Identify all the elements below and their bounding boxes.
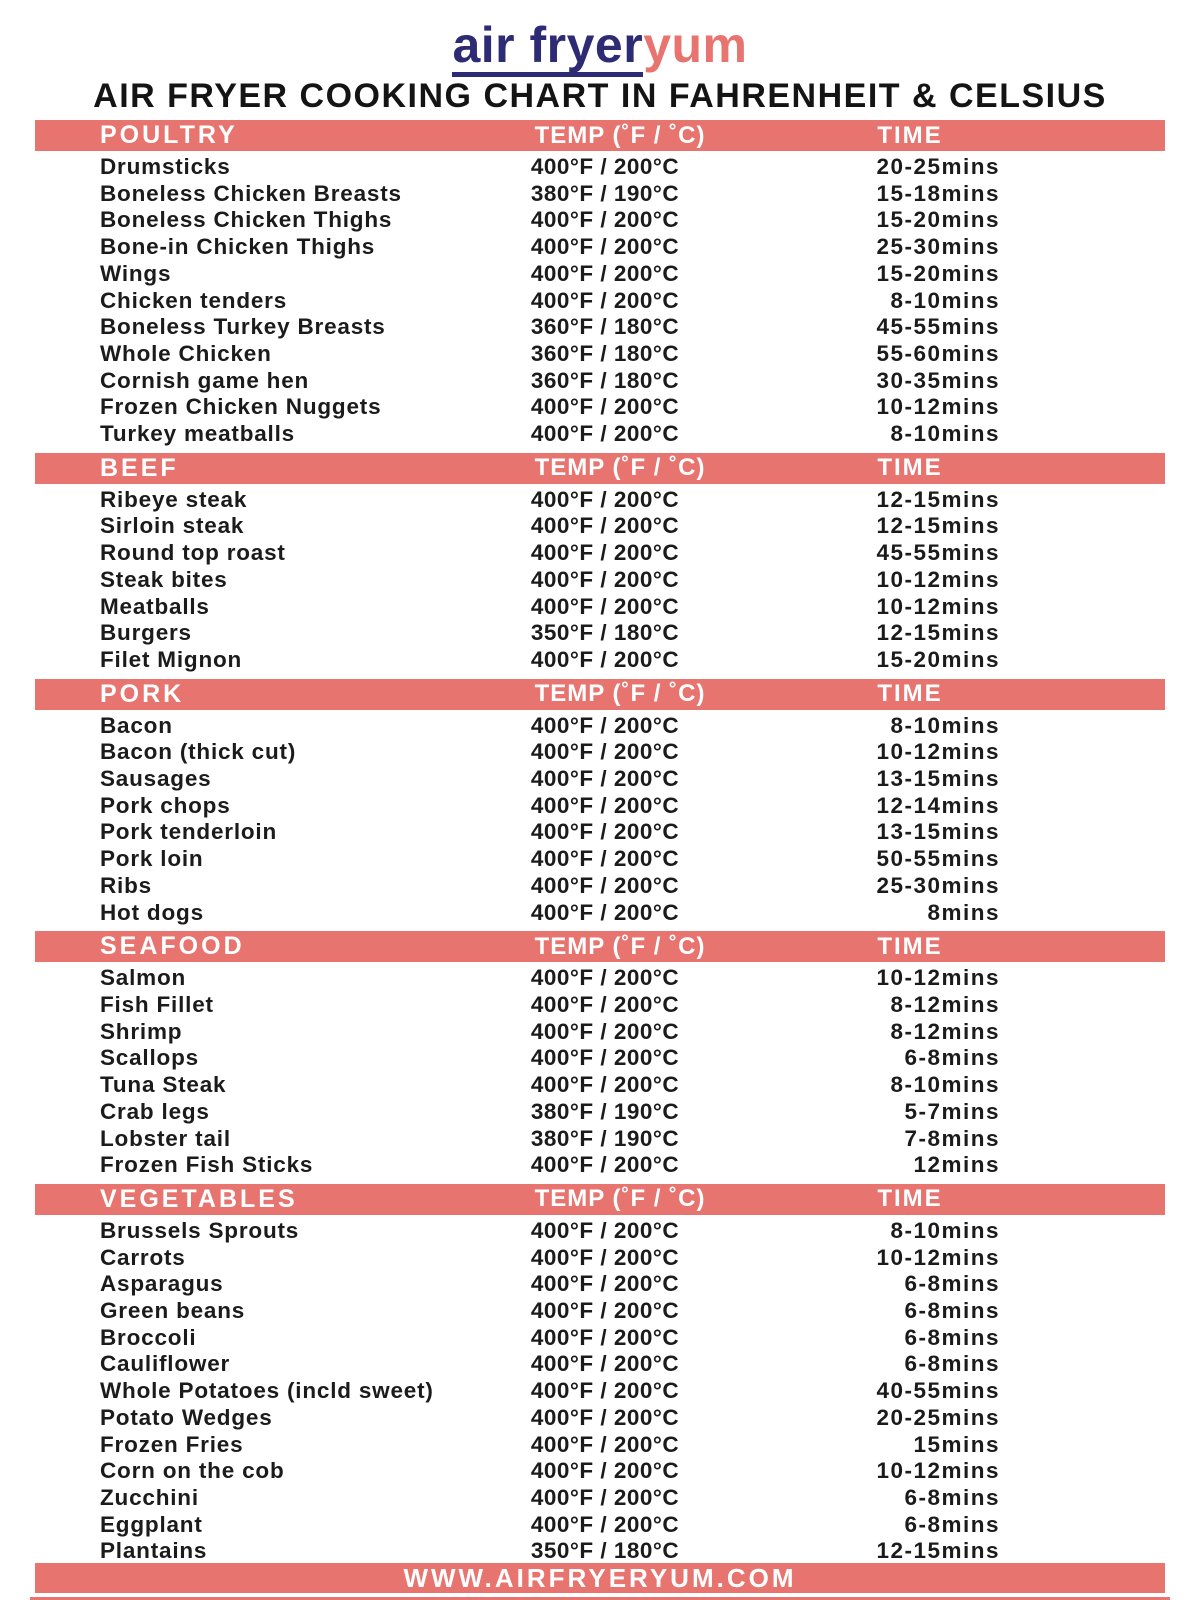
food-name-cell: Corn on the cob <box>100 1458 285 1484</box>
temperature-cell: 400°F / 200°C <box>530 712 680 738</box>
column-header-time: TIME <box>877 932 943 960</box>
food-name-cell: Frozen Fish Sticks <box>100 1152 314 1178</box>
table-row <box>100 368 1000 395</box>
section-title: POULTRY <box>100 121 238 149</box>
table-row <box>100 1298 1000 1325</box>
time-cell: 7-8mins <box>904 1125 1000 1151</box>
table-row <box>100 1271 1000 1298</box>
temperature-cell: 400°F / 200°C <box>530 792 680 818</box>
time-cell: 15mins <box>913 1431 1000 1457</box>
food-name-cell: Zucchini <box>100 1484 199 1510</box>
column-header-time: TIME <box>877 454 943 482</box>
table-row <box>100 314 1000 341</box>
table-row <box>100 992 1000 1019</box>
section-rows <box>0 487 1200 674</box>
temperature-cell: 400°F / 200°C <box>530 991 680 1017</box>
cooking-table <box>0 120 1200 1565</box>
time-cell: 8-10mins <box>890 1072 1000 1098</box>
table-row <box>100 1378 1000 1405</box>
temperature-cell: 400°F / 200°C <box>530 1324 680 1350</box>
temperature-cell: 400°F / 200°C <box>530 1484 680 1510</box>
table-row <box>100 288 1000 315</box>
column-header-time: TIME <box>877 121 943 149</box>
time-cell: 10-12mins <box>876 739 1000 765</box>
section-title: VEGETABLES <box>100 1184 298 1213</box>
food-name-cell: Crab legs <box>100 1098 210 1124</box>
time-cell: 6-8mins <box>904 1298 1000 1324</box>
section-rows <box>0 154 1200 448</box>
section-header-bar <box>35 679 1165 710</box>
temperature-cell: 360°F / 180°C <box>530 314 680 340</box>
table-row <box>100 421 1000 448</box>
time-cell: 13-15mins <box>876 819 1000 845</box>
table-row <box>100 1099 1000 1126</box>
food-name-cell: Broccoli <box>100 1324 197 1350</box>
temperature-cell: 400°F / 200°C <box>530 154 680 179</box>
time-cell: 45-55mins <box>876 314 1000 340</box>
food-name-cell: Chicken tenders <box>100 287 288 313</box>
food-name-cell: Boneless Chicken Thighs <box>100 207 393 233</box>
temperature-cell: 360°F / 180°C <box>530 367 680 393</box>
temperature-cell: 400°F / 200°C <box>530 1404 680 1430</box>
column-header-time: TIME <box>877 680 943 708</box>
temperature-cell: 380°F / 190°C <box>530 1125 680 1151</box>
table-row <box>100 1019 1000 1046</box>
food-name-cell: Pork chops <box>100 792 231 818</box>
table-row <box>100 1458 1000 1485</box>
time-cell: 55-60mins <box>876 340 1000 366</box>
time-cell: 6-8mins <box>904 1484 1000 1510</box>
logo-text-primary: air fryer <box>452 20 643 77</box>
temperature-cell: 400°F / 200°C <box>530 1217 680 1243</box>
time-cell: 10-12mins <box>876 593 1000 619</box>
time-cell: 12-14mins <box>876 792 1000 818</box>
column-header-temp: TEMP (˚F / ˚C) <box>534 932 706 960</box>
food-name-cell: Whole Potatoes (incld sweet) <box>100 1378 434 1404</box>
food-name-cell: Hot dogs <box>100 899 204 925</box>
food-name-cell: Plantains <box>100 1538 208 1564</box>
temperature-cell: 400°F / 200°C <box>530 513 680 539</box>
temperature-cell: 400°F / 200°C <box>530 207 680 233</box>
time-cell: 8-10mins <box>890 421 1000 447</box>
section-title: SEAFOOD <box>100 932 245 961</box>
table-row <box>100 1538 1000 1565</box>
temperature-cell: 380°F / 190°C <box>530 1098 680 1124</box>
food-name-cell: Bacon <box>100 712 173 738</box>
food-name-cell: Potato Wedges <box>100 1404 273 1430</box>
section-header-bar <box>35 931 1165 962</box>
time-cell: 15-20mins <box>876 260 1000 286</box>
page-title: AIR FRYER COOKING CHART IN FAHRENHEIT & CELSIUS <box>93 77 1107 115</box>
temperature-cell: 400°F / 200°C <box>530 394 680 420</box>
time-cell: 30-35mins <box>876 367 1000 393</box>
table-row <box>100 1218 1000 1245</box>
time-cell: 8-10mins <box>890 1217 1000 1243</box>
section-header-bar <box>35 453 1165 484</box>
temperature-cell: 400°F / 200°C <box>530 1511 680 1537</box>
time-cell: 20-25mins <box>876 154 1000 179</box>
time-cell: 8-10mins <box>890 287 1000 313</box>
table-row <box>100 965 1000 992</box>
temperature-cell: 400°F / 200°C <box>530 1378 680 1404</box>
table-row <box>100 846 1000 873</box>
table-row <box>100 1072 1000 1099</box>
time-cell: 8-12mins <box>890 991 1000 1017</box>
temperature-cell: 400°F / 200°C <box>530 1018 680 1044</box>
food-name-cell: Frozen Chicken Nuggets <box>100 394 382 420</box>
table-row <box>100 819 1000 846</box>
table-row <box>100 207 1000 234</box>
food-name-cell: Bone-in Chicken Thighs <box>100 234 376 260</box>
food-name-cell: Frozen Fries <box>100 1431 244 1457</box>
time-cell: 10-12mins <box>876 1244 1000 1270</box>
time-cell: 45-55mins <box>876 540 1000 566</box>
temperature-cell: 400°F / 200°C <box>530 646 680 672</box>
table-row <box>100 1405 1000 1432</box>
food-name-cell: Bacon (thick cut) <box>100 739 297 765</box>
section-title: PORK <box>100 679 185 708</box>
food-name-cell: Turkey meatballs <box>100 421 295 447</box>
page-header <box>0 0 1200 115</box>
temperature-cell: 360°F / 180°C <box>530 340 680 366</box>
food-name-cell: Meatballs <box>100 593 210 619</box>
table-row <box>100 567 1000 594</box>
table-row <box>100 1245 1000 1272</box>
table-row <box>100 713 1000 740</box>
temperature-cell: 400°F / 200°C <box>530 540 680 566</box>
time-cell: 6-8mins <box>904 1045 1000 1071</box>
food-name-cell: Pork loin <box>100 846 204 872</box>
time-cell: 10-12mins <box>876 566 1000 592</box>
time-cell: 6-8mins <box>904 1351 1000 1377</box>
table-row <box>100 1432 1000 1459</box>
temperature-cell: 400°F / 200°C <box>530 1458 680 1484</box>
table-row <box>100 394 1000 421</box>
time-cell: 15-18mins <box>876 180 1000 206</box>
time-cell: 13-15mins <box>876 766 1000 792</box>
time-cell: 50-55mins <box>876 846 1000 872</box>
table-row <box>100 487 1000 514</box>
table-row <box>100 540 1000 567</box>
time-cell: 8mins <box>927 899 1000 925</box>
logo-text-accent: yum <box>643 17 748 73</box>
section-rows <box>0 965 1200 1179</box>
table-row <box>100 793 1000 820</box>
food-name-cell: Cornish game hen <box>100 367 310 393</box>
footer-website: WWW.AIRFRYERYUM.COM <box>403 1563 797 1593</box>
food-name-cell: Filet Mignon <box>100 646 243 672</box>
table-row <box>100 1485 1000 1512</box>
food-name-cell: Sausages <box>100 766 212 792</box>
temperature-cell: 400°F / 200°C <box>530 739 680 765</box>
food-name-cell: Eggplant <box>100 1511 203 1537</box>
time-cell: 12-15mins <box>876 486 1000 512</box>
time-cell: 15-20mins <box>876 646 1000 672</box>
time-cell: 10-12mins <box>876 965 1000 991</box>
food-name-cell: Drumsticks <box>100 154 231 179</box>
table-row <box>100 873 1000 900</box>
table-row <box>100 1351 1000 1378</box>
food-name-cell: Green beans <box>100 1298 246 1324</box>
table-row <box>100 181 1000 208</box>
table-row <box>100 261 1000 288</box>
section-header-bar <box>35 120 1165 151</box>
time-cell: 20-25mins <box>876 1404 1000 1430</box>
food-name-cell: Pork tenderloin <box>100 819 278 845</box>
temperature-cell: 400°F / 200°C <box>530 1244 680 1270</box>
time-cell: 6-8mins <box>904 1271 1000 1297</box>
time-cell: 6-8mins <box>904 1511 1000 1537</box>
table-row <box>100 234 1000 261</box>
temperature-cell: 400°F / 200°C <box>530 234 680 260</box>
food-name-cell: Cauliflower <box>100 1351 231 1377</box>
time-cell: 8-12mins <box>890 1018 1000 1044</box>
temperature-cell: 400°F / 200°C <box>530 566 680 592</box>
temperature-cell: 400°F / 200°C <box>530 486 680 512</box>
table-row <box>100 341 1000 368</box>
column-header-temp: TEMP (˚F / ˚C) <box>534 680 706 708</box>
temperature-cell: 400°F / 200°C <box>530 593 680 619</box>
table-row <box>100 739 1000 766</box>
food-name-cell: Carrots <box>100 1244 186 1270</box>
food-name-cell: Salmon <box>100 965 187 991</box>
temperature-cell: 400°F / 200°C <box>530 846 680 872</box>
temperature-cell: 400°F / 200°C <box>530 1431 680 1457</box>
table-row <box>100 1045 1000 1072</box>
table-row <box>100 594 1000 621</box>
food-name-cell: Fish Fillet <box>100 991 214 1017</box>
table-row <box>100 620 1000 647</box>
temperature-cell: 350°F / 180°C <box>530 1538 680 1564</box>
column-header-time: TIME <box>877 1185 943 1213</box>
food-name-cell: Lobster tail <box>100 1125 231 1151</box>
table-row <box>100 1126 1000 1153</box>
food-name-cell: Tuna Steak <box>100 1072 227 1098</box>
food-name-cell: Wings <box>100 260 172 286</box>
temperature-cell: 400°F / 200°C <box>530 1045 680 1071</box>
time-cell: 25-30mins <box>876 234 1000 260</box>
table-row <box>100 766 1000 793</box>
table-row <box>100 647 1000 674</box>
time-cell: 10-12mins <box>876 1458 1000 1484</box>
temperature-cell: 400°F / 200°C <box>530 421 680 447</box>
site-logo <box>0 0 1200 77</box>
temperature-cell: 380°F / 190°C <box>530 180 680 206</box>
food-name-cell: Boneless Turkey Breasts <box>100 314 386 340</box>
temperature-cell: 400°F / 200°C <box>530 899 680 925</box>
time-cell: 10-12mins <box>876 394 1000 420</box>
time-cell: 12mins <box>913 1152 1000 1178</box>
food-name-cell: Scallops <box>100 1045 199 1071</box>
time-cell: 40-55mins <box>876 1378 1000 1404</box>
column-header-temp: TEMP (˚F / ˚C) <box>534 1185 706 1213</box>
food-name-cell: Steak bites <box>100 566 228 592</box>
temperature-cell: 400°F / 200°C <box>530 819 680 845</box>
temperature-cell: 400°F / 200°C <box>530 260 680 286</box>
food-name-cell: Sirloin steak <box>100 513 245 539</box>
time-cell: 6-8mins <box>904 1324 1000 1350</box>
temperature-cell: 350°F / 180°C <box>530 620 680 646</box>
table-row <box>100 513 1000 540</box>
section-header-bar <box>35 1184 1165 1215</box>
temperature-cell: 400°F / 200°C <box>530 287 680 313</box>
temperature-cell: 400°F / 200°C <box>530 1271 680 1297</box>
temperature-cell: 400°F / 200°C <box>530 872 680 898</box>
table-row <box>100 154 1000 181</box>
food-name-cell: Burgers <box>100 620 192 646</box>
column-header-temp: TEMP (˚F / ˚C) <box>534 121 706 149</box>
time-cell: 12-15mins <box>876 620 1000 646</box>
section-rows <box>0 713 1200 927</box>
food-name-cell: Whole Chicken <box>100 340 272 366</box>
time-cell: 15-20mins <box>876 207 1000 233</box>
table-row <box>100 1152 1000 1179</box>
food-name-cell: Brussels Sprouts <box>100 1217 300 1243</box>
section-rows <box>0 1218 1200 1565</box>
temperature-cell: 400°F / 200°C <box>530 766 680 792</box>
food-name-cell: Ribs <box>100 872 152 898</box>
time-cell: 12-15mins <box>876 513 1000 539</box>
time-cell: 25-30mins <box>876 872 1000 898</box>
temperature-cell: 400°F / 200°C <box>530 965 680 991</box>
food-name-cell: Round top roast <box>100 540 286 566</box>
table-row <box>100 1512 1000 1539</box>
temperature-cell: 400°F / 200°C <box>530 1072 680 1098</box>
temperature-cell: 400°F / 200°C <box>530 1152 680 1178</box>
food-name-cell: Asparagus <box>100 1271 224 1297</box>
temperature-cell: 400°F / 200°C <box>530 1351 680 1377</box>
time-cell: 5-7mins <box>904 1098 1000 1124</box>
table-row <box>100 900 1000 927</box>
section-title: BEEF <box>100 453 179 482</box>
time-cell: 12-15mins <box>876 1538 1000 1564</box>
time-cell: 8-10mins <box>890 712 1000 738</box>
column-header-temp: TEMP (˚F / ˚C) <box>534 454 706 482</box>
food-name-cell: Ribeye steak <box>100 486 248 512</box>
food-name-cell: Boneless Chicken Breasts <box>100 180 402 206</box>
temperature-cell: 400°F / 200°C <box>530 1298 680 1324</box>
table-row <box>100 1325 1000 1352</box>
food-name-cell: Shrimp <box>100 1018 183 1044</box>
footer-bar <box>35 1563 1165 1593</box>
